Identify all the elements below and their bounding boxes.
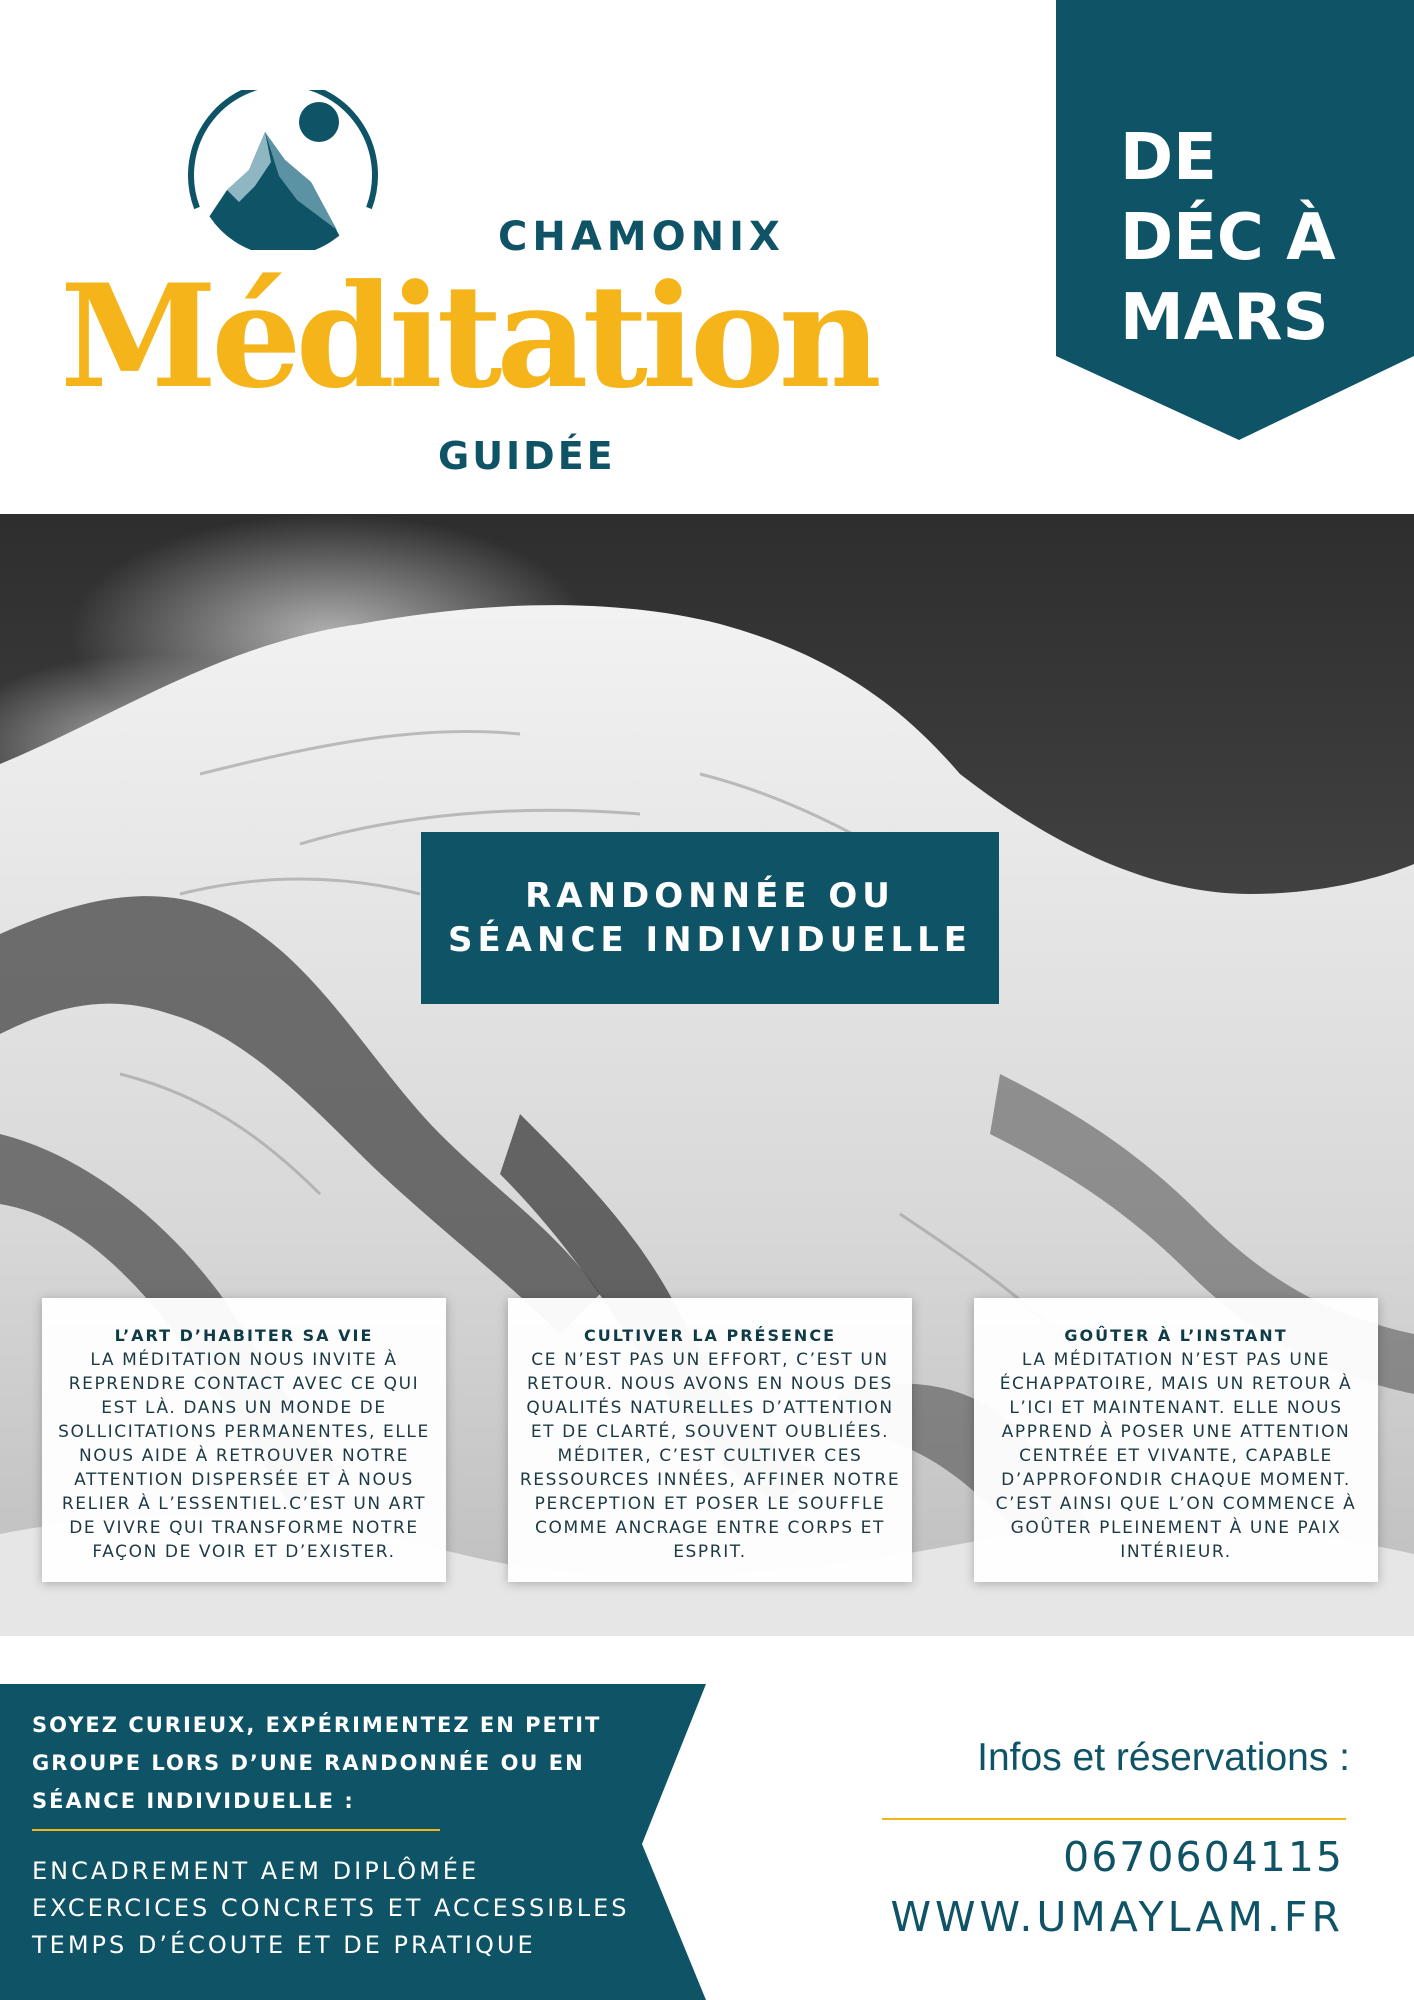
info-card (974, 1298, 1378, 1582)
date-badge-line: DÉC À (1120, 201, 1336, 275)
feature-list (32, 1853, 652, 1964)
date-badge-line: MARS (1120, 281, 1329, 355)
feature-item: ENCADREMENT AEM DIPLÔMÉE (32, 1857, 480, 1885)
session-type-line: SÉANCE INDIVIDUELLE (447, 920, 973, 960)
info-card (42, 1298, 446, 1582)
divider (32, 1829, 440, 1831)
website-link[interactable]: WWW.UMAYLAM.FR (890, 1893, 1344, 1941)
mountain-moon-logo (187, 90, 379, 250)
page-title: Méditation (60, 254, 876, 420)
page-subtitle: GUIDÉE (438, 434, 616, 478)
promo-title-line: SÉANCE INDIVIDUELLE : (32, 1789, 355, 1813)
info-card-title: GOÛTER À L’INSTANT (1064, 1326, 1288, 1345)
feature-item: EXCERCICES CONCRETS ET ACCESSIBLES (32, 1894, 630, 1922)
phone-number[interactable]: 0670604115 (1063, 1833, 1344, 1881)
promo-title-line: GROUPE LORS D’UNE RANDONNÉE OU EN (32, 1751, 585, 1775)
session-type-line: RANDONNÉE OU (525, 876, 895, 916)
info-card-text: LA MÉDITATION NOUS INVITE À REPRENDRE CONTACT AVEC CE QUI EST LÀ. DANS UN MONDE DE SOLLICITATIONS PERMANENTES, ELLE NOUS AIDE À RETROUVER NOTRE ATTENTION DISPERSÉE ET À NOUS RELIER À L’ESSENTIEL.C’EST UN ART DE VIVRE QUI TRANSFORME NOTRE FAÇON DE VOIR ET D’EXISTER. (58, 1350, 430, 1562)
info-card-title: L’ART D’HABITER SA VIE (114, 1326, 374, 1345)
session-type-banner (421, 832, 999, 1004)
feature-item: TEMPS D’ÉCOUTE ET DE PRATIQUE (32, 1931, 536, 1959)
town-name: CHAMONIX (498, 214, 785, 260)
info-card-text: CE N’EST PAS UN EFFORT, C’EST UN RETOUR. NOUS AVONS EN NOUS DES QUALITÉS NATURELLES D’ATTENTION ET DE CLARTÉ, SOUVENT OUBLIÉES. MÉDITER, C’EST CULTIVER CES RESSOURCES INNÉES, AFFINER NOTRE PERCEPTION ET POSER LE SOUFFLE COMME ANCRAGE ENTRE CORPS ET ESPRIT. (519, 1350, 901, 1562)
info-card-text: LA MÉDITATION N’EST PAS UNE ÉCHAPPATOIRE, MAIS UN RETOUR À L’ICI ET MAINTENANT. ELLE NOUS APPREND À POSER UNE ATTENTION CENTRÉE ET VIVANTE, CAPABLE D’APPROFONDIR CHAQUE MOMENT. C’EST AINSI QUE L’ON COMMENCE À GOÛTER PLEINEMENT À UNE PAIX INTÉRIEUR. (995, 1350, 1357, 1562)
info-card-title: CULTIVER LA PRÉSENCE (584, 1326, 836, 1345)
contact-label: Infos et réservations : (977, 1736, 1350, 1779)
promo-title (32, 1706, 632, 1820)
date-badge-text (1120, 118, 1390, 358)
info-card (508, 1298, 912, 1582)
promo-title-line: SOYEZ CURIEUX, EXPÉRIMENTEZ EN PETIT (32, 1713, 602, 1737)
date-badge-line: DE (1120, 121, 1217, 195)
divider (882, 1818, 1346, 1820)
